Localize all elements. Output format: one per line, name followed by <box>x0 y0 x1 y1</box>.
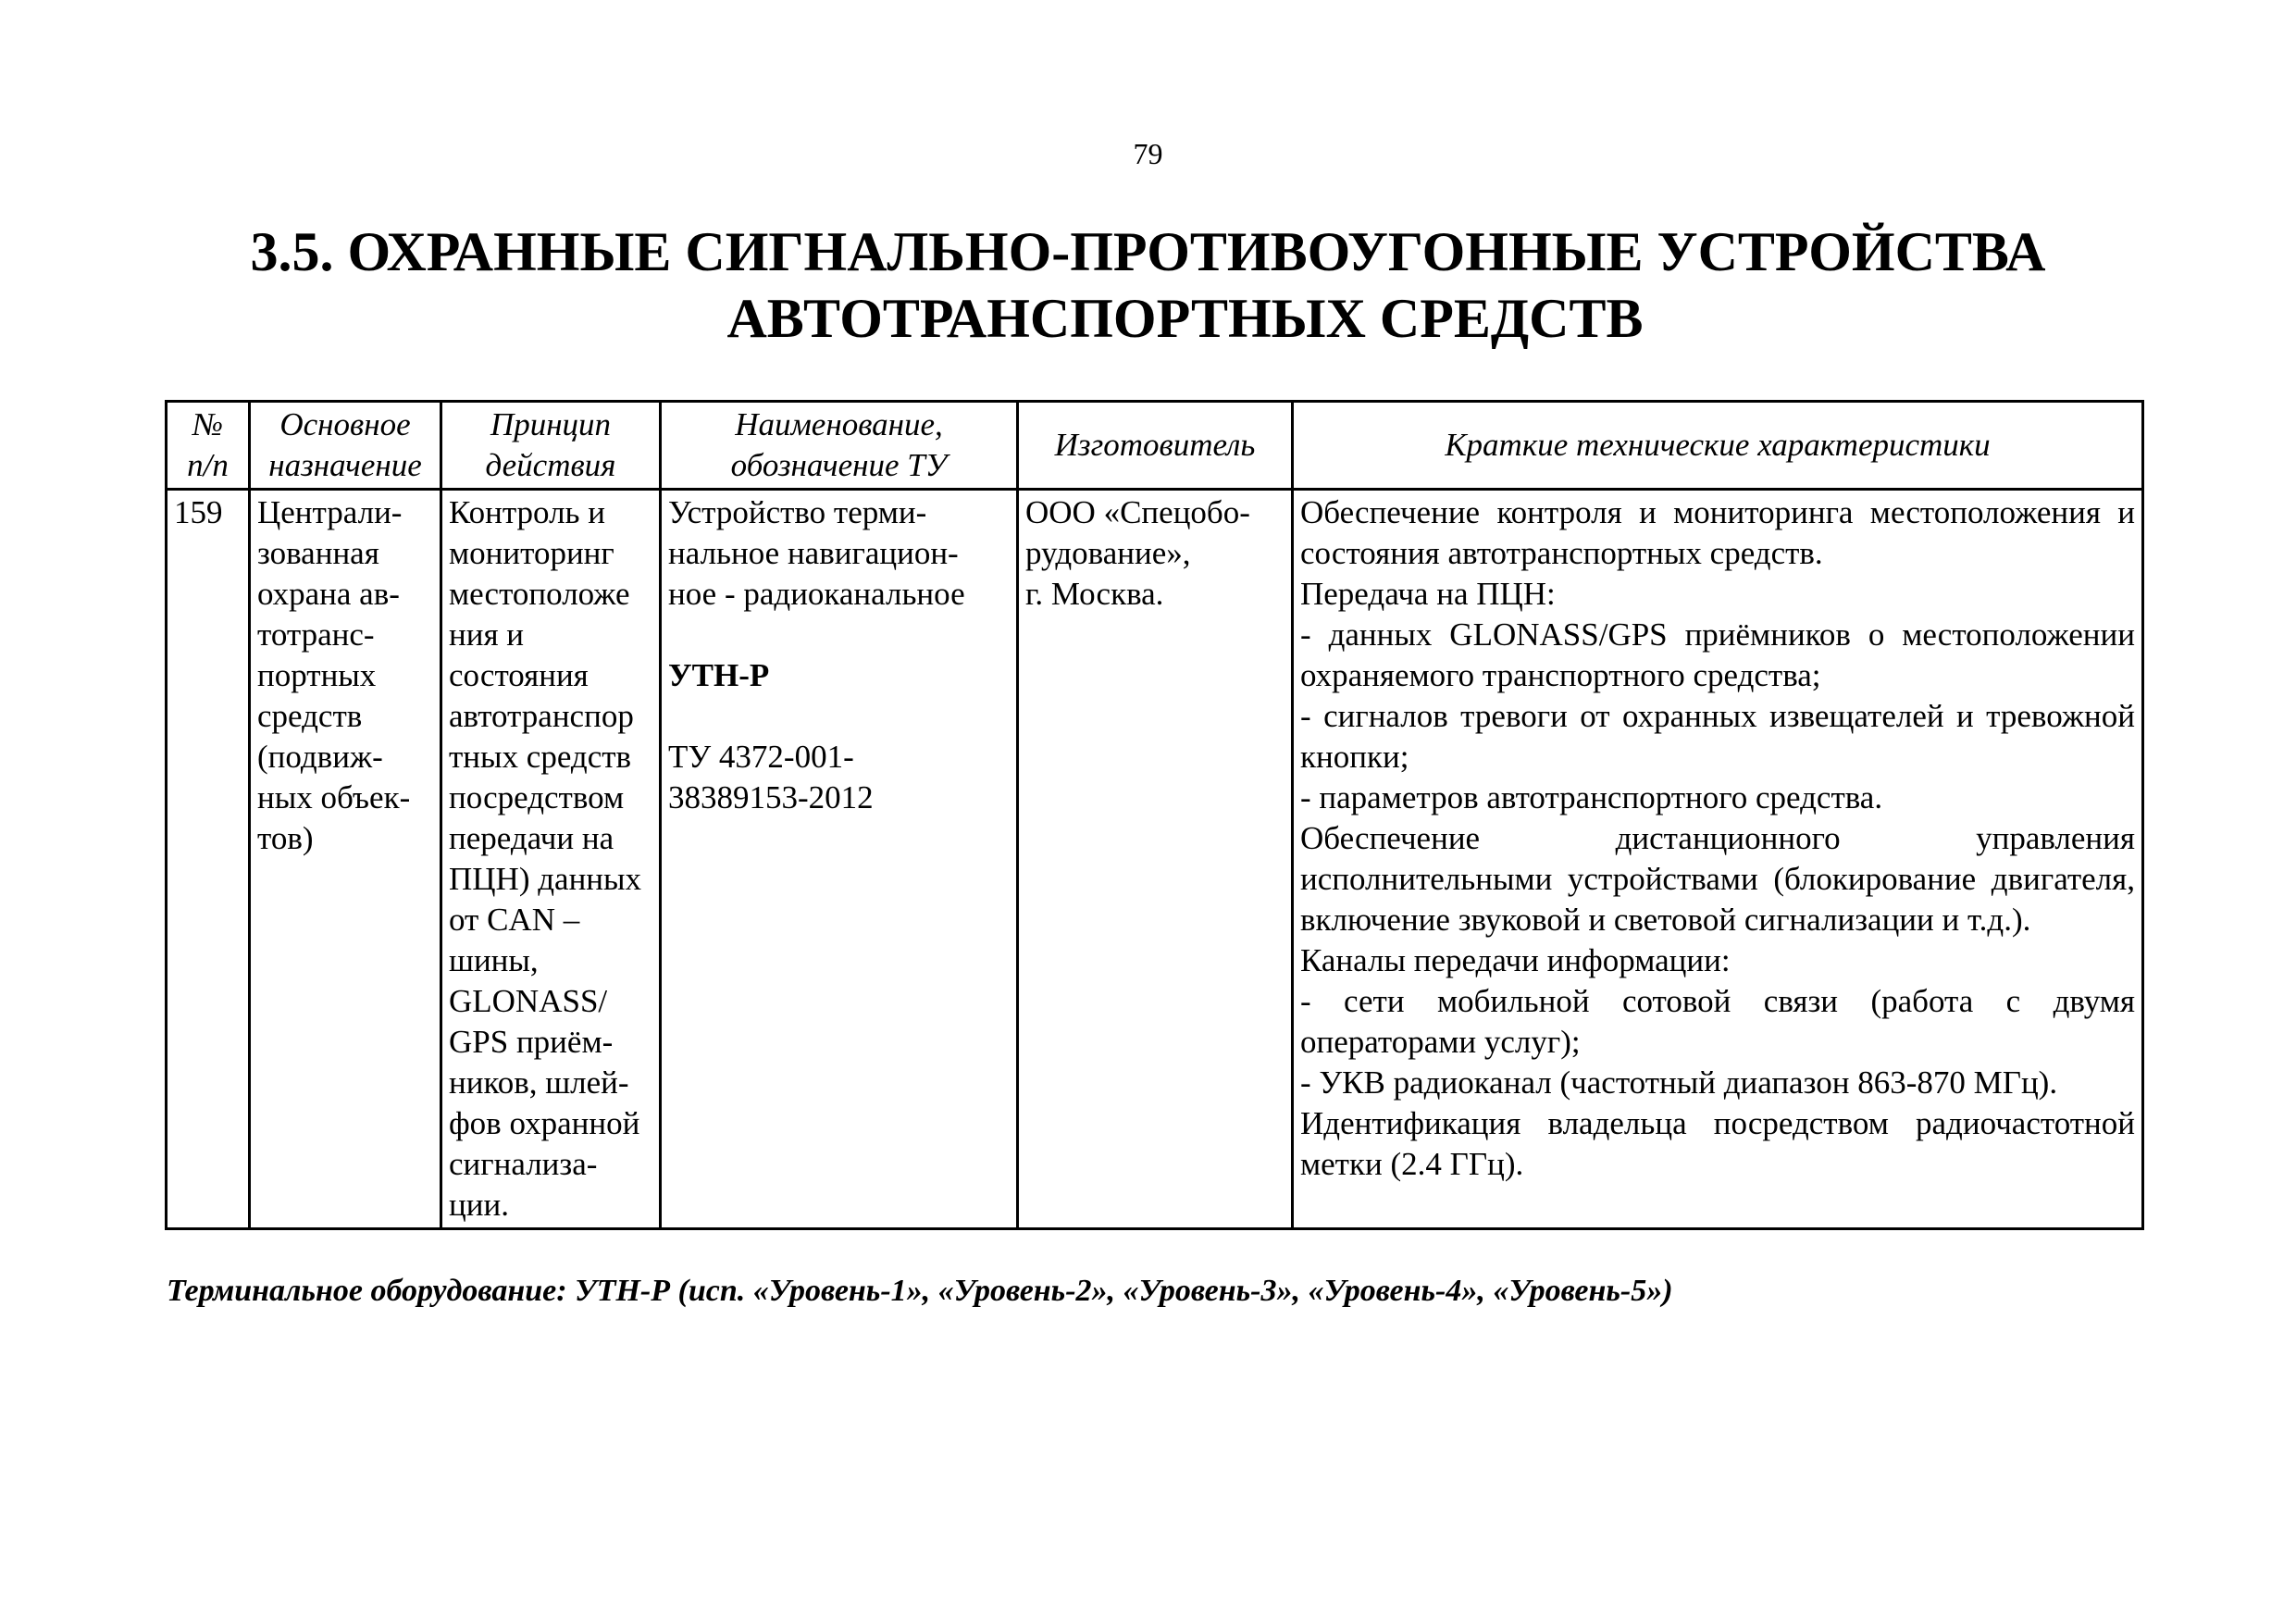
spacer <box>668 615 1010 655</box>
header-name-line: Наименование, <box>735 406 943 442</box>
cell-characteristics <box>1293 490 2143 1229</box>
header-number-line: № <box>192 406 223 442</box>
principle-line: GPS приём- <box>449 1024 614 1060</box>
header-principle-line: Принцип <box>490 406 612 442</box>
principle-line: ПЦН) данных <box>449 861 642 897</box>
characteristic-paragraph: Идентификация владельца посредством радиочастотной метки (2.4 ГГц). <box>1300 1105 2135 1182</box>
terminal-equipment-note: Терминальное оборудование: УТН-Р (исп. «Уровень-1», «Уровень-2», «Уровень-3», «Уровень-4», «Уровень-5») <box>167 1274 1673 1308</box>
characteristic-paragraph: Каналы передачи информации: <box>1300 942 1731 978</box>
tu-designation-line: 38389153-2012 <box>668 779 874 815</box>
principle-line: ников, шлей- <box>449 1064 629 1101</box>
characteristic-paragraph: - сигналов тревоги от охранных извещателей и тревожной кнопки; <box>1300 698 2135 775</box>
principle-line: посредством <box>449 779 625 815</box>
principle-line: фов охранной <box>449 1105 640 1141</box>
purpose-line: ных объек- <box>257 779 411 815</box>
device-model: УТН-Р <box>668 657 770 693</box>
cell-number: 159 <box>167 490 250 1229</box>
maker-line: г. Москва. <box>1025 576 1164 612</box>
purpose-line: средств <box>257 698 363 734</box>
cell-purpose <box>250 490 441 1229</box>
name-description-line: Устройство терми- <box>668 494 927 530</box>
header-purpose-line: назначение <box>268 447 422 483</box>
page-number: 79 <box>1133 137 1163 170</box>
table-header-row <box>167 402 2143 490</box>
purpose-line: тов) <box>257 820 314 856</box>
characteristic-paragraph: - данных GLONASS/GPS приёмников о местоположении охраняемого транспортного средства; <box>1300 616 2135 693</box>
characteristic-paragraph: - УКВ радиоканал (частотный диапазон 863-870 МГц). <box>1300 1064 2058 1101</box>
cell-name <box>661 490 1018 1229</box>
device-spec-table <box>165 400 2144 1230</box>
section-title-line-2: АВТОТРАНСПОРТНЫХ СРЕДСТВ <box>726 288 1644 349</box>
principle-line: Контроль и <box>449 494 606 530</box>
header-characteristics: Краткие технические характеристики <box>1293 402 2143 490</box>
purpose-line: охрана ав- <box>257 576 400 612</box>
cell-principle <box>441 490 661 1229</box>
header-number <box>167 402 250 490</box>
section-title <box>167 218 2129 352</box>
characteristic-paragraph: Передача на ПЦН: <box>1300 576 1556 612</box>
name-description-line: ное - радиоканальное <box>668 576 965 612</box>
purpose-line: Централи- <box>257 494 403 530</box>
principle-line: местоположе <box>449 576 630 612</box>
maker-line: ООО «Спецобо- <box>1025 494 1250 530</box>
principle-line: шины, <box>449 942 539 978</box>
name-description-line: нальное навигацион- <box>668 535 959 571</box>
principle-line: тных средств <box>449 739 632 775</box>
maker-line: рудование», <box>1025 535 1191 571</box>
header-name-line: обозначение ТУ <box>730 447 948 483</box>
section-title-line-1: 3.5. ОХРАННЫЕ СИГНАЛЬНО-ПРОТИВОУГОННЫЕ УСТРОЙСТВА <box>250 221 2046 282</box>
header-principle <box>441 402 661 490</box>
header-purpose <box>250 402 441 490</box>
principle-line: от CAN – <box>449 902 580 938</box>
header-maker: Изготовитель <box>1018 402 1293 490</box>
principle-line: ния и <box>449 616 525 653</box>
header-number-line: п/п <box>187 447 229 483</box>
tu-designation-line: ТУ 4372-001- <box>668 739 854 775</box>
purpose-line: портных <box>257 657 377 693</box>
header-purpose-line: Основное <box>279 406 411 442</box>
characteristic-paragraph: Обеспечение контроля и мониторинга местоположения и состояния автотранспортных средств. <box>1300 494 2135 571</box>
characteristic-paragraph: - параметров автотранспортного средства. <box>1300 779 1883 815</box>
purpose-line: (подвиж- <box>257 739 383 775</box>
principle-line: ции. <box>449 1187 509 1223</box>
table-row <box>167 490 2143 1229</box>
header-name <box>661 402 1018 490</box>
characteristic-paragraph: - сети мобильной сотовой связи (работа с двумя операторами услуг); <box>1300 983 2135 1060</box>
principle-line: GLONASS/ <box>449 983 608 1019</box>
cell-maker <box>1018 490 1293 1229</box>
principle-line: автотранспор <box>449 698 634 734</box>
principle-line: сигнализа- <box>449 1146 598 1182</box>
principle-line: состояния <box>449 657 589 693</box>
purpose-line: зованная <box>257 535 379 571</box>
characteristic-paragraph: Обеспечение дистанционного управления исполнительными устройствами (блокирование двигателя, включение звуковой и световой сигнализации и т.д.). <box>1300 820 2135 938</box>
spacer <box>668 696 1010 737</box>
purpose-line: тотранс- <box>257 616 375 653</box>
principle-line: мониторинг <box>449 535 614 571</box>
principle-line: передачи на <box>449 820 614 856</box>
header-principle-line: действия <box>485 447 616 483</box>
